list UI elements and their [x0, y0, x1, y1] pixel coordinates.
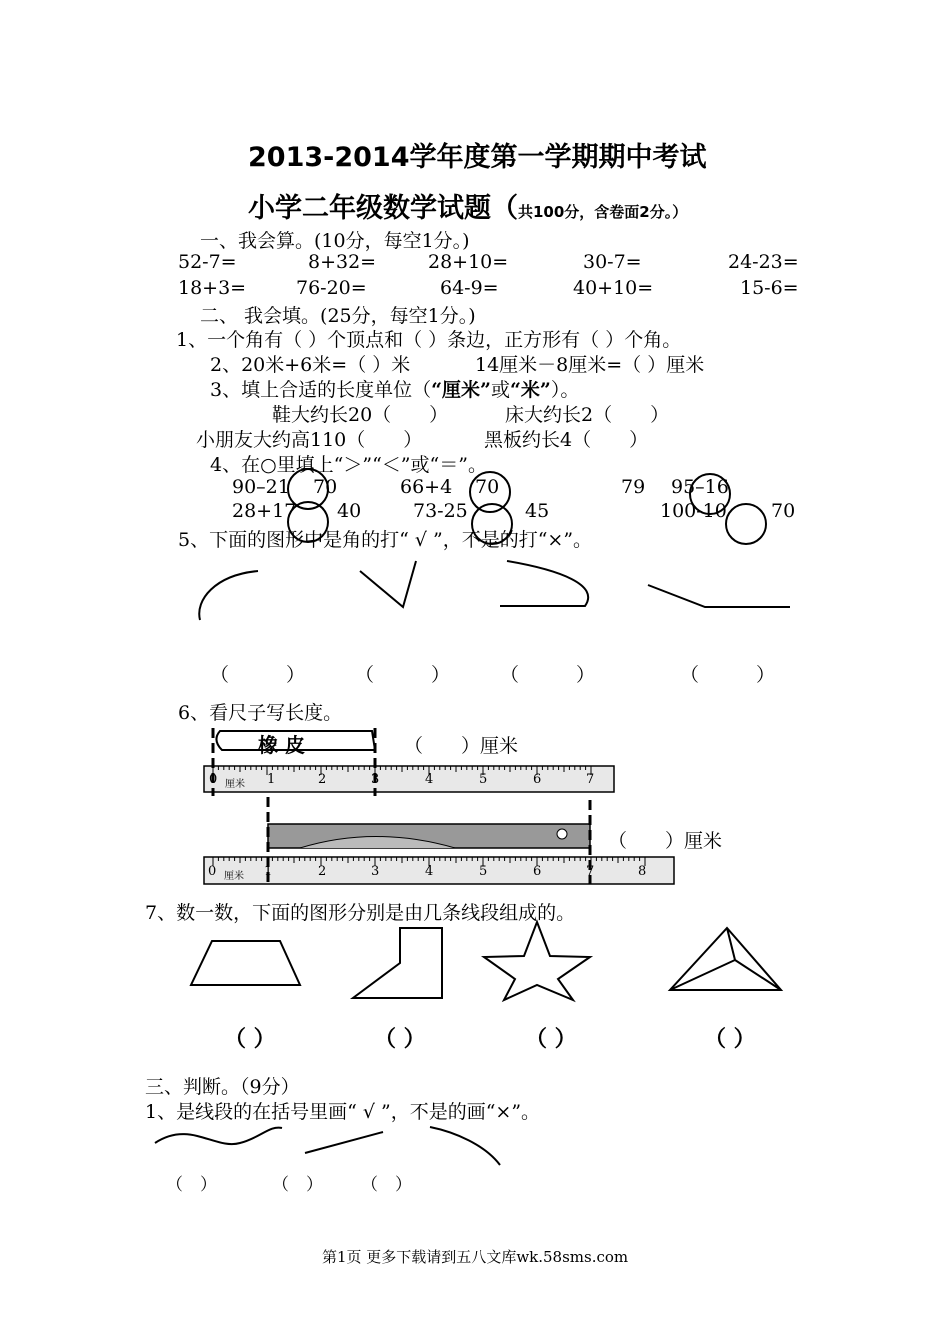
cmp-4-b: 40: [337, 500, 362, 522]
s3-blank-1[interactable]: （ ）: [166, 1175, 217, 1195]
cmp-1-b: 70: [313, 476, 338, 498]
q3-m: “米”: [509, 379, 551, 401]
q3-pre: 3、填上合适的长度单位（: [210, 379, 432, 401]
calc-1-1: 52-7=: [178, 251, 237, 273]
tick-6: 6: [533, 772, 542, 787]
tick-4: 4: [425, 772, 434, 787]
cmp-2-a: 66+4: [400, 476, 453, 498]
q7-blank-1[interactable]: （ ）: [224, 1026, 276, 1052]
ruler-body: [204, 766, 614, 792]
compare-circle[interactable]: [726, 504, 766, 544]
q5-blank-3[interactable]: （ ）: [500, 664, 596, 686]
q3-item-4: 黑板约长4（ ）: [484, 429, 649, 451]
tick-7: 7: [586, 772, 595, 787]
q4-compare: 4、在○里填上“＞”“＜”或“＝”。: [210, 454, 487, 476]
compare-circle[interactable]: [470, 472, 510, 512]
tick-5: 5: [479, 864, 488, 879]
q7-shapes: [191, 922, 781, 1000]
calc-2-5: 15-6=: [740, 277, 799, 299]
tick-0: 0: [209, 772, 218, 787]
calc-2-4: 40+10=: [573, 277, 654, 299]
subtitle-note: 共100分，含卷面2分。）: [518, 203, 688, 221]
tick-2: 2: [318, 864, 327, 879]
compare-circles: [288, 469, 766, 544]
ruler-unit: 厘米: [225, 779, 245, 790]
straight-segment: [305, 1132, 383, 1153]
tick-3: 3: [371, 772, 380, 787]
tick-4: 4: [425, 864, 434, 879]
compare-circle[interactable]: [472, 504, 512, 544]
q2b: 14厘米－8厘米=（ ）厘米: [475, 354, 705, 376]
tick-0: 0: [208, 864, 217, 879]
cmp-4-a: 28+17: [232, 500, 297, 522]
compare-circle[interactable]: [690, 474, 730, 514]
cmp-6-b: 70: [771, 500, 796, 522]
cmp-5-b: 45: [525, 500, 550, 522]
calc-1-4: 30-7=: [583, 251, 642, 273]
q5-blank-4[interactable]: （ ）: [680, 664, 776, 686]
tick-1: 1: [264, 864, 273, 879]
page-footer: 第1页 更多下载请到五八文库wk.58sms.com: [322, 1248, 629, 1266]
q5-shapes: [199, 561, 790, 620]
calc-2-1: 18+3=: [178, 277, 247, 299]
q6-ruler: 6、看尺子写长度。: [178, 702, 343, 724]
eraser-label: 橡 皮: [258, 733, 305, 757]
ruler-body: [204, 857, 674, 884]
calc-1-5: 24-23=: [728, 251, 799, 273]
q7-segments: 7、数一数，下面的图形分别是由几条线段组成的。: [145, 902, 576, 924]
tick-1: 1: [267, 772, 276, 787]
boot-shape: [353, 928, 442, 998]
bent-line-shape: [648, 585, 790, 607]
s3-blank-3[interactable]: （ ）: [361, 1175, 412, 1195]
q3-or: 或: [490, 379, 510, 401]
calc-2-3: 64-9=: [440, 277, 499, 299]
cmp-2-b: 70: [475, 476, 500, 498]
cmp-1-a: 90–21: [232, 476, 290, 498]
q7-blank-4[interactable]: （ ）: [704, 1026, 756, 1052]
section3-lines: [155, 1127, 500, 1165]
trapezoid-shape: [191, 941, 300, 985]
ruler1-answer[interactable]: （ ）厘米: [404, 735, 519, 757]
section2-heading: 二、 我会填。(25分，每空1分。): [200, 305, 476, 327]
s3-blank-2[interactable]: （ ）: [272, 1175, 323, 1195]
cmp-6-a: 100-10: [660, 500, 727, 522]
q1-angle: 1、一个角有（ ）个顶点和（ ）条边，正方形有（ ）个角。: [176, 329, 682, 351]
star-shape: [484, 922, 590, 1000]
q5-blank-2[interactable]: （ ）: [355, 664, 451, 686]
ruler-unit: 厘米: [224, 871, 244, 882]
triangle-shape: [670, 928, 781, 990]
tick-3: 3: [371, 864, 380, 879]
q7-blank-3[interactable]: （ ）: [525, 1026, 577, 1052]
page-title: 2013-2014学年度第一学期期中考试: [248, 142, 707, 173]
calc-2-2: 76-20=: [296, 277, 367, 299]
cmp-5-a: 73-25: [413, 500, 468, 522]
wavy-line: [155, 1128, 282, 1145]
q3-item-2: 床大约长2（ ）: [505, 404, 670, 426]
tick-2: 2: [318, 772, 327, 787]
q3-item-1: 鞋大约长20（ ）: [272, 404, 449, 426]
tick-8: 8: [638, 864, 647, 879]
q5-angle: 5、下面的图形中是角的打“ √ ”，不是的打“×”。: [178, 529, 593, 551]
q3-item-3: 小朋友大约高110（ ）: [196, 429, 423, 451]
tick-6: 6: [533, 864, 542, 879]
section3-q1: 1、是线段的在括号里画“ √ ”，不是的画“×”。: [145, 1101, 541, 1123]
q5-blank-1[interactable]: （ ）: [210, 664, 306, 686]
section1-heading: 一、我会算。(10分，每空1分。): [200, 230, 470, 252]
curve-line-shape: [500, 561, 588, 606]
q2a: 2、20米+6米=（ ）米: [210, 354, 411, 376]
curve-shape: [199, 571, 258, 620]
q3-post: ）。: [550, 379, 580, 401]
cmp-3-a: 79: [621, 476, 646, 498]
ruler-2: [204, 797, 674, 884]
section3-heading: 三、判断。（9分）: [145, 1076, 300, 1098]
tick-5: 5: [479, 772, 488, 787]
calc-1-3: 28+10=: [428, 251, 509, 273]
angle-shape: [360, 561, 416, 607]
ruler2-answer[interactable]: （ ）厘米: [608, 830, 723, 852]
tick-7: 7: [586, 864, 595, 879]
q7-blank-2[interactable]: （ ）: [374, 1026, 426, 1052]
q3-cm: “厘米”: [431, 379, 491, 401]
cmp-3-b: 95–16: [671, 476, 729, 498]
arc-line: [430, 1127, 500, 1165]
subtitle-main: 小学二年级数学试题（: [248, 193, 518, 224]
calc-1-2: 8+32=: [308, 251, 377, 273]
